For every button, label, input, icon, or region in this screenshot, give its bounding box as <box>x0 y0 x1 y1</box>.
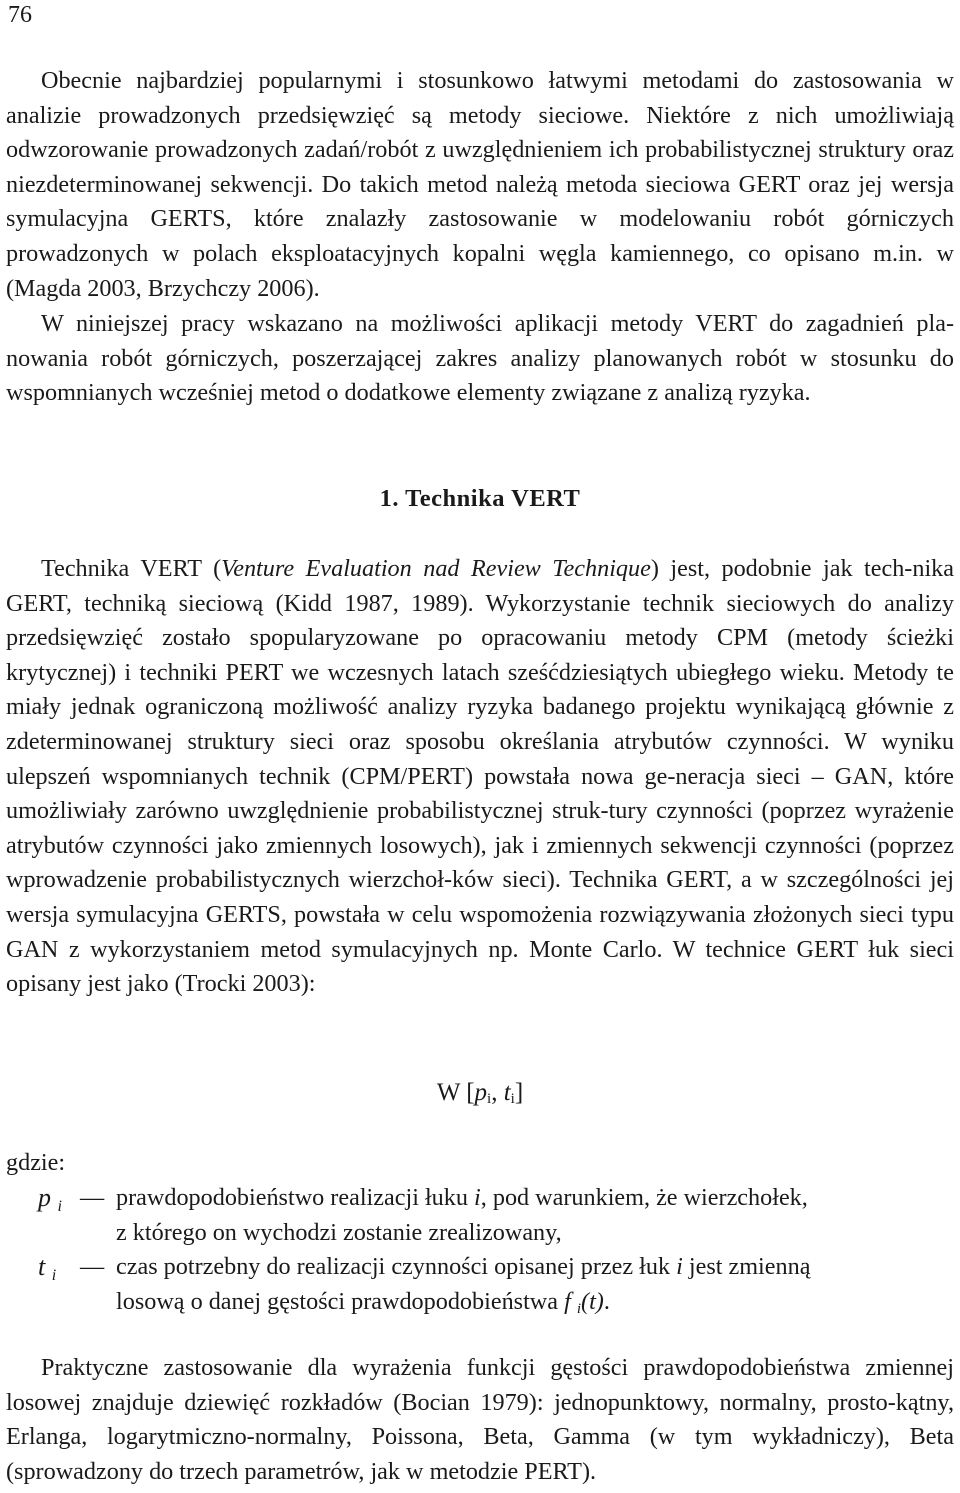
section-heading: 1. Technika VERT <box>379 485 581 512</box>
definition-t-sub: i <box>51 1267 57 1284</box>
section-paragraph-1-rest: ) jest, podobnie jak tech-nika GERT, techniką sieciową (Kidd 1987, 1989). Wykorzystanie technik sieciowych do analizy przedsięwzięć zostało spopularyzowane po opracowaniu metody CPM (metody ścieżki krytycznej) i techniki PERT we wczesnych latach sześćdziesiątych ubiegłego wieku. Metody te miały jednak ograniczoną możliwość analizy ryzyka badanego projektu wynikającą głównie z zdeterminowanej struktury sieci oraz sposobu określania atrybutów czynności. W wyniku ulepszeń wspomnianych technik (CPM/PERT) powstała nowa ge-neracja sieci – GAN, które umożliwiały zarówno uwzględnienie probabilistycznej struk-tury czynności (poprzez wyrażenie atrybutów czynności jako zmiennych losowych), jak i zmiennych sekwencji czynności (poprzez wprowadzenie probabilistycznych wierzchoł-ków sieci). Technika GERT, a w szczególności jej wersja symulacyjna GERTS, powstała w celu wspomożenia rozwiązywania złożonych sieci typu GAN z wykorzystaniem metod symulacyjnych np. Monte Carlo. W technice GERT łuk sieci opisany jest jako (Trocki 2003): <box>6 555 955 998</box>
definition-p-dash: — <box>80 1184 105 1211</box>
formula-suffix: ] <box>514 1079 524 1106</box>
formula-p: p <box>474 1079 488 1106</box>
formula-comma: , <box>491 1079 504 1106</box>
definition-p-line1i: i <box>474 1184 481 1211</box>
formula-p-sub: i <box>487 1091 492 1107</box>
formula-t-sub: i <box>510 1091 515 1107</box>
definition-t-letter: t <box>38 1252 46 1281</box>
definition-t-line1a: czas potrzebny do realizacji czynności opisanej przez łuk <box>116 1253 677 1280</box>
definition-t-line1i: i <box>676 1253 683 1280</box>
closing-paragraph-text: Praktyczne zastosowanie dla wyrażenia funkcji gęstości prawdopodobieństwa zmiennej losowej znajduje dziewięć rozkładów (Bocian 1979): jednopunktowy, normalny, prosto-kątny, Erlanga, logarytmiczno-normalny, Poissona, Beta, Gamma (w tym wykładniczy), Beta (sprowadzony do trzech parametrów, jak w metodzie PERT). <box>6 1354 954 1485</box>
definitions-label: gdzie: <box>6 1149 66 1176</box>
definition-t-text <box>116 1249 896 1327</box>
definition-t-f <box>564 1288 604 1315</box>
intro-paragraph-1-text: Obecnie najbardziej popularnymi i stosunkowo łatwymi metodami do zastosowania w analizie prowadzonych przedsięwzięć są metody sieciowe. Niektóre z nich umożliwiają odwzorowanie prowadzonych zadań/robót z uwzględnieniem ich probabilistycznej struktury oraz niezdeterminowanej sekwencji. Do takich metod należą metoda sieciowa GERT oraz jej wersja symulacyjna GERTS, które znalazły zastosowanie w modelowaniu robót górniczych prowadzonych w polach eksploatacyjnych kopalni węgla kamiennego, co opisano m.in. w (Magda 2003, Brzychczy 2006). <box>6 67 954 302</box>
definition-p-letter: p <box>38 1183 51 1212</box>
intro-paragraph-2-text: W niniejszej pracy wskazano na możliwości aplikacji metody VERT do zagadnień pla-nowania robót górniczych, poszerzającej zakres analizy planowanych robót w stosunku do wspomnianych wcześniej metod o dodatkowe elementy związane z analizą ryzyka. <box>6 310 954 407</box>
definition-t-line1b: jest zmienną <box>682 1253 811 1280</box>
definition-t-f-arg: (t) <box>581 1288 604 1315</box>
section-paragraph-1-italic: Venture Evaluation nad Review Technique <box>221 555 651 582</box>
definition-t-symbol <box>38 1249 56 1293</box>
definition-p-sub: i <box>57 1198 62 1215</box>
formula <box>0 1076 960 1116</box>
definition-p-line1a: prawdopodobieństwo realizacji łuku <box>116 1184 475 1211</box>
definition-p-symbol <box>38 1180 62 1224</box>
definition-t-line2end: . <box>603 1288 610 1315</box>
definition-p-line1b: , pod warunkiem, że wierzchołek, <box>480 1184 808 1211</box>
formula-prefix: W [ <box>436 1079 475 1106</box>
definition-p-line2: z którego on wychodzi zostanie zrealizowany, <box>116 1219 562 1246</box>
intro-paragraph-1 <box>6 64 954 306</box>
intro-paragraph-2 <box>6 307 954 411</box>
formula-t: t <box>503 1079 511 1106</box>
definition-p-text <box>116 1180 896 1250</box>
definition-t-f-sub: i <box>576 1301 582 1317</box>
page-number: 76 <box>8 2 32 28</box>
section-paragraph-1 <box>6 552 954 1002</box>
definition-t-dash: — <box>80 1253 105 1280</box>
closing-paragraph <box>6 1351 954 1489</box>
section-paragraph-1-start: Technika VERT ( <box>41 555 222 582</box>
definition-t-f-letter: f <box>564 1288 571 1315</box>
definition-t-line2a: losową o danej gęstości prawdopodobieństwa <box>116 1288 565 1315</box>
